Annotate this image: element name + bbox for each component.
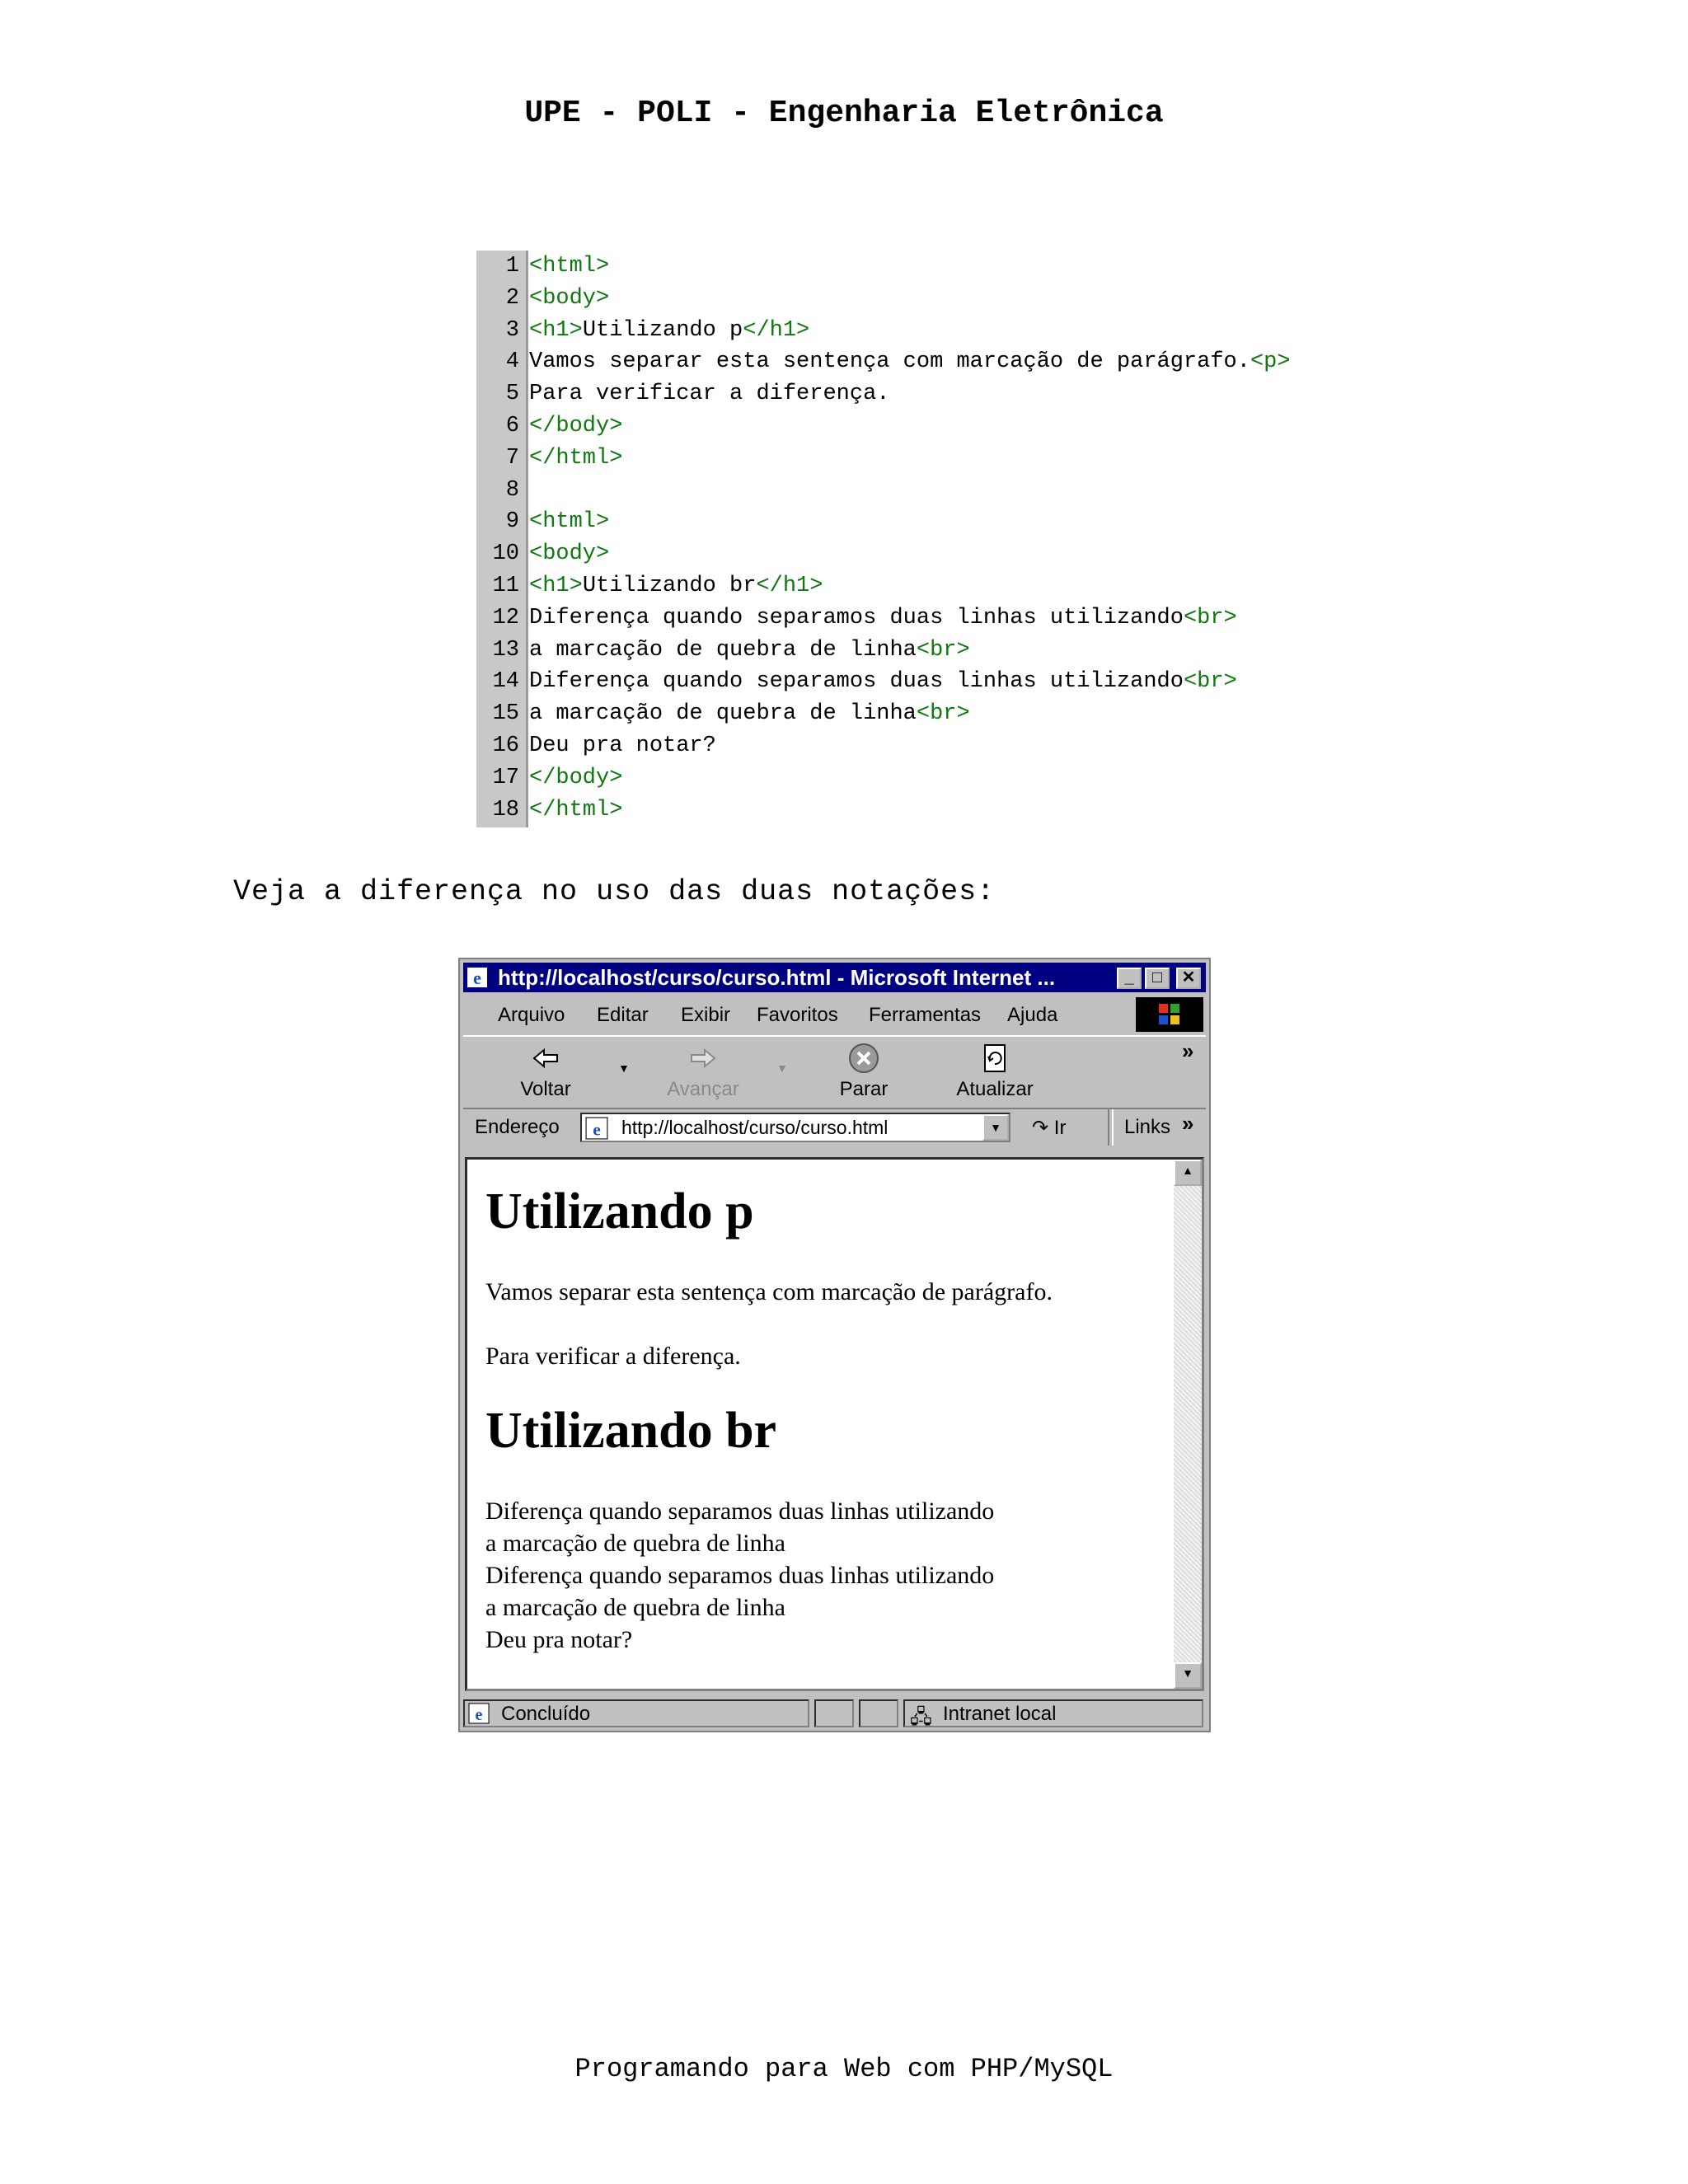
br-line: a marcação de quebra de linha: [485, 1530, 785, 1557]
done-page-icon: [468, 1703, 490, 1724]
line-number: 3: [505, 317, 519, 343]
page-icon: [585, 1117, 608, 1140]
code-text: <html>: [529, 509, 610, 535]
code-line: [476, 794, 1375, 826]
links-more-chevron[interactable]: »: [1182, 1111, 1194, 1136]
line-number: 9: [505, 509, 519, 535]
line-number: 6: [505, 414, 519, 438]
status-bar: [463, 1698, 1206, 1729]
code-text: </html>: [529, 797, 623, 823]
code-line: [476, 251, 1375, 282]
windows-logo-icon: [1136, 997, 1203, 1032]
code-listing: [476, 251, 1375, 827]
forward-button[interactable]: Avançar: [658, 1042, 748, 1101]
page-viewport: [465, 1157, 1204, 1691]
line-number: 2: [505, 285, 519, 311]
line-number: 11: [492, 574, 519, 598]
code-line: [476, 635, 1375, 666]
br-line: Diferença quando separamos duas linhas utilizando: [485, 1562, 995, 1589]
line-number: 4: [505, 349, 519, 375]
code-line: [476, 475, 1375, 506]
code-line: [476, 666, 1375, 697]
stop-icon: [831, 1042, 897, 1078]
status-zone: 🖧 Intranet local: [903, 1699, 1203, 1727]
scroll-up-icon[interactable]: ▲: [1174, 1160, 1202, 1186]
line-number: 7: [505, 445, 519, 471]
line-number: 12: [492, 605, 519, 630]
code-line: [476, 698, 1375, 729]
heading-utilizando-br: Utilizando br: [485, 1403, 777, 1459]
intranet-icon: 🖧: [910, 1706, 932, 1728]
svg-text:e: e: [475, 1706, 483, 1724]
toolbar-more-chevron[interactable]: »: [1182, 1038, 1194, 1063]
vertical-scrollbar[interactable]: [1174, 1160, 1202, 1689]
code-line: [476, 315, 1375, 346]
menu-editar[interactable]: Editar: [597, 1004, 649, 1026]
toolbar: [463, 1035, 1206, 1109]
code-text: <h1>Utilizando br</h1>: [529, 574, 823, 598]
menu-bar: [463, 996, 1206, 1032]
line-number: 17: [492, 765, 519, 790]
line-number: 1: [505, 254, 519, 279]
forward-arrow-icon: [658, 1042, 748, 1078]
line-number: 18: [492, 797, 519, 823]
intro-text: Veja a diferença no uso das duas notações:: [233, 875, 996, 908]
code-text: Diferença quando separamos duas linhas utilizando<br>: [529, 669, 1237, 695]
br-line: Deu pra notar?: [485, 1626, 633, 1653]
br-line: a marcação de quebra de linha: [485, 1594, 785, 1621]
code-text: </html>: [529, 445, 623, 471]
code-line: [476, 602, 1375, 634]
code-text: <body>: [529, 285, 610, 311]
code-text: Deu pra notar?: [529, 733, 716, 758]
code-text: Para verificar a diferença.: [529, 382, 890, 407]
code-text: </body>: [529, 414, 623, 438]
paragraph-2: Para verificar a diferença.: [485, 1343, 741, 1370]
menu-exibir[interactable]: Exibir: [681, 1004, 731, 1026]
heading-utilizando-p: Utilizando p: [485, 1183, 754, 1240]
minimize-button[interactable]: _: [1117, 968, 1142, 989]
code-text: a marcação de quebra de linha<br>: [529, 637, 970, 663]
code-text: Diferença quando separamos duas linhas utilizando<br>: [529, 605, 1237, 630]
internet-explorer-icon: [467, 967, 488, 988]
address-dropdown-icon[interactable]: ▼: [982, 1114, 1009, 1141]
code-line: [476, 570, 1375, 602]
back-dropdown-icon[interactable]: ▼: [618, 1062, 630, 1075]
address-input[interactable]: [580, 1113, 1010, 1142]
menu-ferramentas[interactable]: Ferramentas: [869, 1004, 982, 1026]
line-number: 15: [492, 701, 519, 727]
status-main: e Concluído: [463, 1699, 809, 1727]
browser-window: [458, 958, 1211, 1732]
scroll-down-icon[interactable]: ▼: [1174, 1662, 1202, 1689]
window-title: http://localhost/curso/curso.html - Microsoft Internet ...: [498, 965, 1056, 990]
refresh-icon: [941, 1042, 1048, 1078]
maximize-button[interactable]: □: [1145, 968, 1170, 989]
code-text: a marcação de quebra de linha<br>: [529, 701, 970, 727]
line-number: 16: [492, 733, 519, 758]
code-line: [476, 283, 1375, 314]
line-number: 5: [505, 382, 519, 407]
code-text: </body>: [529, 765, 623, 790]
address-label: Endereço: [475, 1116, 560, 1138]
code-line: [476, 506, 1375, 537]
back-arrow-icon: [513, 1042, 579, 1078]
page-header: UPE - POLI - Engenharia Eletrônica: [524, 96, 1164, 131]
code-line: [476, 378, 1375, 410]
code-line: [476, 410, 1375, 442]
code-line: [476, 443, 1375, 474]
code-line: [476, 730, 1375, 762]
page-footer: Programando para Web com PHP/MySQL: [574, 2054, 1114, 2084]
code-text: <h1>Utilizando p</h1>: [529, 317, 810, 343]
forward-dropdown-icon[interactable]: ▼: [776, 1062, 788, 1075]
back-button[interactable]: Voltar: [513, 1042, 579, 1101]
refresh-button[interactable]: Atualizar: [941, 1042, 1048, 1101]
go-arrow-icon: ↷: [1032, 1117, 1049, 1139]
code-text: <body>: [529, 541, 610, 567]
code-line: [476, 762, 1375, 794]
go-button[interactable]: ↷ Ir: [1032, 1117, 1067, 1139]
code-text: Vamos separar esta sentença com marcação de parágrafo.<p>: [529, 349, 1291, 375]
line-number: 10: [492, 541, 519, 567]
close-button[interactable]: ✕: [1176, 968, 1201, 989]
code-line: [476, 538, 1375, 569]
menu-favoritos[interactable]: Favoritos: [757, 1004, 838, 1026]
svg-text:e: e: [593, 1119, 601, 1140]
stop-button[interactable]: Parar: [831, 1042, 897, 1101]
code-line: [476, 346, 1375, 377]
line-number: 13: [492, 637, 519, 663]
svg-text:e: e: [473, 968, 481, 988]
br-line: Diferença quando separamos duas linhas utilizando: [485, 1497, 995, 1525]
address-bar: [463, 1109, 1206, 1146]
paragraph-1: Vamos separar esta sentença com marcação de parágrafo.: [485, 1278, 1053, 1305]
title-bar: [463, 963, 1206, 992]
line-number: 14: [492, 669, 519, 695]
menu-ajuda[interactable]: Ajuda: [1007, 1004, 1058, 1026]
line-number: 8: [505, 477, 519, 503]
code-text: <html>: [529, 254, 610, 279]
links-button[interactable]: Links: [1124, 1116, 1171, 1138]
menu-arquivo[interactable]: Arquivo: [498, 1004, 565, 1026]
address-url: http://localhost/curso/curso.html: [621, 1117, 889, 1138]
